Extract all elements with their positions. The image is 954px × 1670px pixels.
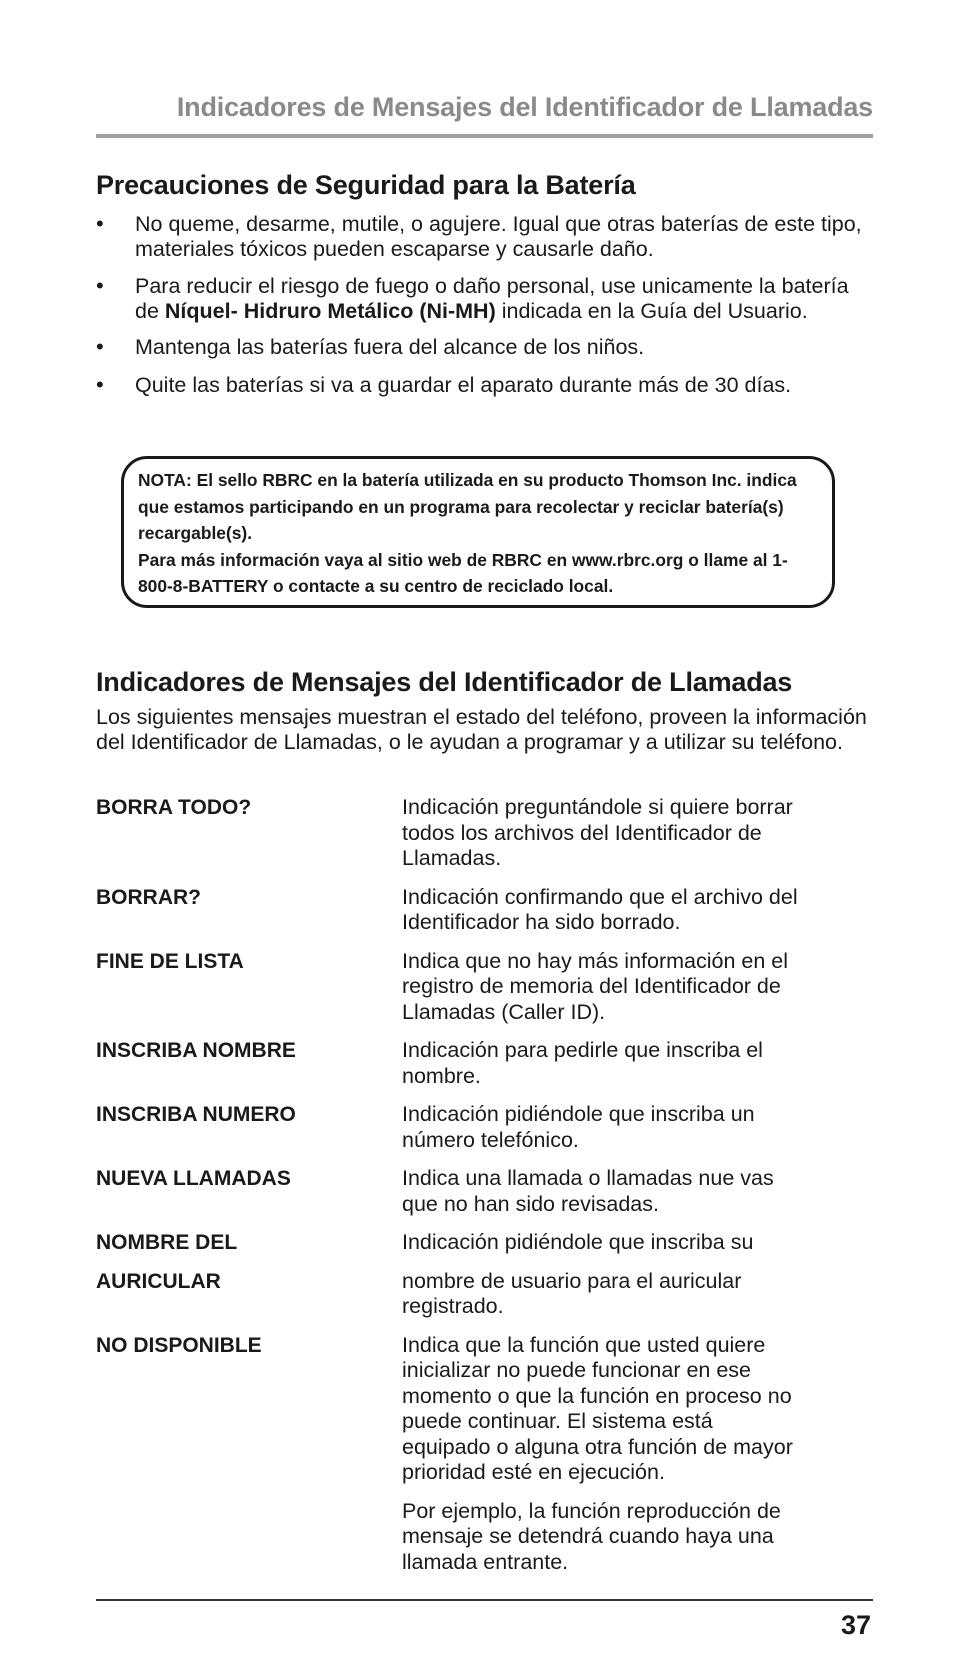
message-term: BORRA TODO? xyxy=(96,796,252,819)
list-item xyxy=(96,1038,896,1089)
list-item-text-part: Para reducir el riesgo de fuego o daño personal, use unicamente la batería de xyxy=(135,274,849,323)
message-term: NO DISPONIBLE xyxy=(96,1333,262,1357)
message-description: Indica que la función que usted quiere inicializar no puede funcionar en ese momento o que la función en proceso no puede continuar. El sistema está equipado o alguna otra función de mayor prioridad esté en ejecución. xyxy=(402,1332,793,1484)
header-divider xyxy=(96,134,873,138)
message-term: BORRAR? xyxy=(96,885,201,909)
list-item-text: Quite las baterías si va a guardar el aparato durante más de 30 días. xyxy=(135,372,792,397)
list-item xyxy=(96,1102,896,1153)
message-description: Indica una llamada o llamadas nue vas que no han sido revisadas. xyxy=(402,1166,774,1216)
message-description: Indicación pidiéndole que inscriba su xyxy=(402,1230,754,1254)
note-paragraph: Para más información vaya al sitio web de RBRC en www.rbrc.org o llame al 1-800-8-BATTERY o contacte a su centro de reciclado local. xyxy=(138,549,788,596)
list-item-text xyxy=(135,274,849,323)
message-description: Indicación confirmando que el archivo del Identificador ha sido borrado. xyxy=(402,884,798,934)
message-description: Indica que no hay más información en el registro de memoria del Identificador de Llamadas (Caller ID). xyxy=(402,948,789,1024)
footer-divider xyxy=(96,1599,873,1601)
callerid-intro: Los siguientes mensajes muestran el estado del teléfono, proveen la información del Identificador de Llamadas, o le ayudan a programar y a utilizar su teléfono. xyxy=(96,705,867,754)
list-item xyxy=(96,885,896,936)
message-description: Indicación pidiéndole que inscriba un número telefónico. xyxy=(402,1102,755,1152)
message-description: nombre de usuario para el auricular registrado. xyxy=(402,1268,742,1318)
list-item xyxy=(96,795,896,872)
message-term: NOMBRE DEL xyxy=(96,1231,238,1254)
note-paragraph: NOTA: El sello RBRC en la batería utilizada en su producto Thomson Inc. indica que estamos participando en un programa para recolectar y reciclar batería(s) recargable(s). xyxy=(138,470,797,543)
bullet-icon: • xyxy=(96,334,104,359)
rbrc-note-box xyxy=(121,456,835,608)
example-paragraph: Por ejemplo, la función reproducción de mensaje se detendrá cuando haya una llamada entrante. xyxy=(402,1498,781,1574)
list-item-text-part: indicada en la Guía del Usuario. xyxy=(495,298,808,323)
battery-type-emphasis: Níquel- Hidruro Metálico (Ni-MH) xyxy=(164,298,496,323)
bullet-icon: • xyxy=(96,211,104,236)
callerid-heading: Indicadores de Mensajes del Identificador de Llamadas xyxy=(96,667,793,697)
message-term: NUEVA LLAMADAS xyxy=(96,1167,291,1190)
message-term: INSCRIBA NOMBRE xyxy=(96,1039,296,1062)
list-item xyxy=(96,212,866,261)
message-term: AURICULAR xyxy=(96,1269,221,1293)
list-item-text: No queme, desarme, mutile, o agujere. Igual que otras baterías de este tipo, materiales tóxicos pueden escaparse y causarle daño. xyxy=(135,212,862,261)
callerid-message-list xyxy=(96,795,896,1575)
list-item xyxy=(96,1166,896,1217)
list-item-text: Mantenga las baterías fuera del alcance de los niños. xyxy=(135,335,645,359)
list-item xyxy=(96,274,866,323)
page-number: 37 xyxy=(840,1610,871,1640)
list-item xyxy=(96,949,896,1026)
list-item xyxy=(96,1269,896,1320)
running-header: Indicadores de Mensajes del Identificador de Llamadas xyxy=(176,92,873,122)
list-item xyxy=(96,1230,896,1256)
list-item xyxy=(96,1333,896,1486)
list-item xyxy=(96,373,866,398)
message-description: Indicación para pedirle que inscriba el nombre. xyxy=(402,1038,763,1088)
bullet-icon: • xyxy=(96,273,104,298)
message-term: FINE DE LISTA xyxy=(96,949,244,973)
list-item xyxy=(96,335,866,360)
bullet-icon: • xyxy=(96,371,104,397)
battery-precautions-list xyxy=(96,212,866,410)
message-term: INSCRIBA NUMERO xyxy=(96,1103,296,1126)
message-description: Indicación preguntándole si quiere borrar todos los archivos del Identificador de Llamadas. xyxy=(402,795,793,870)
battery-safety-heading: Precauciones de Seguridad para la Batería xyxy=(96,170,636,200)
